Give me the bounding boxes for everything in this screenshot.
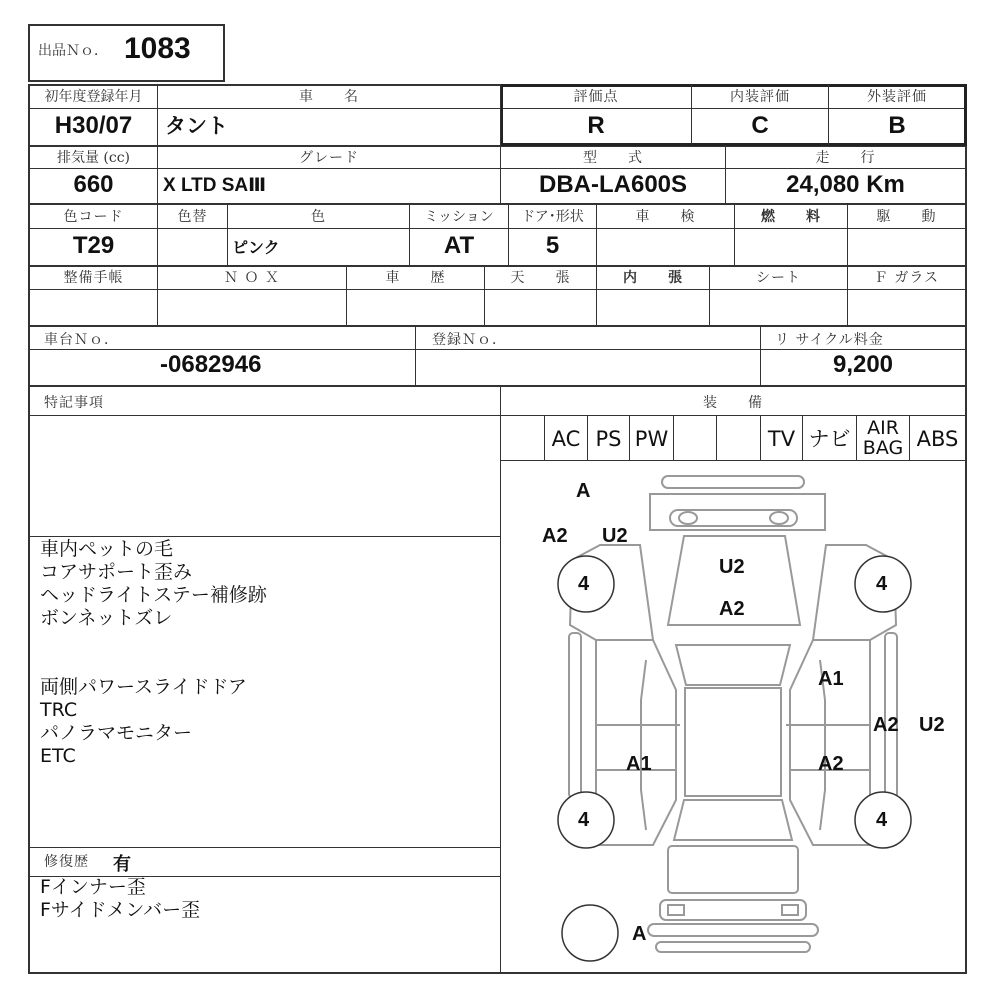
rear-bumper-outline [660, 900, 806, 920]
tailgate-outline [668, 846, 798, 893]
remark-line: TRC [40, 699, 78, 721]
tire-front-left-grade: 4 [578, 573, 590, 595]
equipment-navi: ナビ [808, 427, 851, 451]
history-label: 車 歴 [385, 270, 446, 286]
recycle-fee-value: 9,200 [832, 351, 894, 378]
equipment-abs: ABS [916, 427, 959, 451]
registration-no-label: 登録Ｎｏ． [432, 332, 507, 348]
color-code-value: T29 [72, 232, 115, 259]
grade-value: X LTD SAⅢ [163, 175, 267, 196]
car-name-value: タント [165, 114, 228, 138]
repaint-label: 色替 [177, 209, 208, 225]
color-value: ピンク [232, 238, 280, 257]
drive-label: 駆 動 [876, 209, 937, 225]
damage-mark-rear-bumper: A [632, 923, 647, 945]
damage-mark-right-side: U2 [919, 714, 945, 736]
equipment-label: 装 備 [703, 395, 763, 411]
lot-label: 出品Ｎｏ． [38, 43, 108, 59]
model-label: 型 式 [583, 150, 643, 166]
model-value: DBA-LA600S [538, 171, 688, 198]
remark-line: パノラマモニター [40, 722, 193, 744]
damage-mark-right-side: A2 [873, 714, 899, 736]
color-label: 色 [311, 209, 326, 225]
interior-value: C [751, 112, 769, 139]
equipment-ps: PS [595, 427, 622, 451]
interior-label: 内装評価 [730, 89, 790, 105]
repair-line: Fサイドメンバー歪 [40, 899, 201, 921]
mileage-value: 24,080 Km [786, 171, 905, 198]
front-grille-outline [650, 494, 825, 530]
interior-lining-label: 内 張 [623, 270, 683, 286]
equipment-air-text: AIR [867, 417, 899, 439]
repair-history-value: 有 [113, 854, 131, 875]
roof-label: 天 張 [510, 270, 571, 286]
mission-value: AT [443, 232, 475, 259]
front-bumper-outline [662, 476, 804, 488]
displacement-value: 660 [73, 171, 114, 198]
equipment-ac: AC [551, 427, 581, 451]
car-name-label: 車 名 [299, 89, 359, 105]
tire-rear-left-grade: 4 [578, 809, 590, 831]
spare-tire-circle [562, 905, 618, 961]
rear-window-outline [674, 800, 792, 840]
recycle-fee-label: リ サイクル料金 [775, 332, 884, 348]
damage-mark-hood: A2 [719, 598, 745, 620]
remark-line: 両側パワースライドドア [40, 676, 247, 698]
mission-label: ミッション [424, 209, 494, 225]
remark-line: コアサポート歪み [40, 561, 193, 583]
damage-mark-right-front-door: A1 [818, 668, 844, 690]
tire-front-right-grade: 4 [876, 573, 888, 595]
grade-label: グレード [299, 150, 359, 166]
fuel-label: 燃 料 [761, 209, 821, 225]
equipment-airbag [857, 418, 909, 458]
damage-mark-right-rear-door: A2 [818, 753, 844, 775]
remarks-label: 特記事項 [44, 395, 104, 411]
door-value: 5 [545, 232, 560, 259]
damage-mark-hood: U2 [719, 556, 745, 578]
service-book-label: 整備手帳 [63, 270, 124, 286]
exterior-value: B [888, 112, 906, 139]
door-label: ドア･形状 [521, 209, 584, 225]
remark-line: ボンネットズレ [40, 607, 173, 629]
damage-mark-front-left-fender: U2 [602, 525, 628, 547]
damage-mark-front-bumper: A [576, 480, 591, 502]
mileage-label: 走 行 [815, 150, 876, 166]
damage-mark-front-left-fender: A2 [542, 525, 568, 547]
seat-label: シート [756, 270, 801, 286]
lot-number: 1083 [124, 32, 191, 65]
chassis-no-value: -0682946 [160, 351, 262, 378]
roof-outline [685, 688, 781, 796]
reg-year-value: H30/07 [54, 112, 133, 139]
nox-label: Ｎ Ｏ Ｘ [224, 270, 280, 286]
equipment-bag-text: BAG [862, 437, 904, 459]
repair-history-label: 修復歴 [44, 854, 89, 870]
score-value: R [587, 112, 605, 139]
f-glass-label: Ｆ ガラス [873, 270, 940, 286]
windshield-outline [676, 645, 790, 685]
inspection-label: 車 検 [635, 209, 696, 225]
score-label: 評価点 [573, 89, 619, 105]
remark-line: 車内ペットの毛 [40, 538, 174, 560]
remark-line: ETC [40, 745, 76, 767]
equipment-tv: TV [767, 427, 796, 451]
chassis-no-label: 車台Ｎｏ． [44, 332, 119, 348]
displacement-label: 排気量 (cc) [56, 150, 131, 166]
remark-line: ヘッドライトステー補修跡 [40, 584, 267, 606]
damage-mark-left-rear-door: A1 [626, 753, 652, 775]
repair-line: Fインナー歪 [40, 876, 146, 898]
reg-year-label: 初年度登録年月 [44, 89, 143, 105]
color-code-label: 色コード [63, 209, 124, 225]
exterior-label: 外装評価 [867, 89, 927, 105]
equipment-pw: PW [634, 427, 669, 451]
tire-rear-right-grade: 4 [876, 809, 888, 831]
